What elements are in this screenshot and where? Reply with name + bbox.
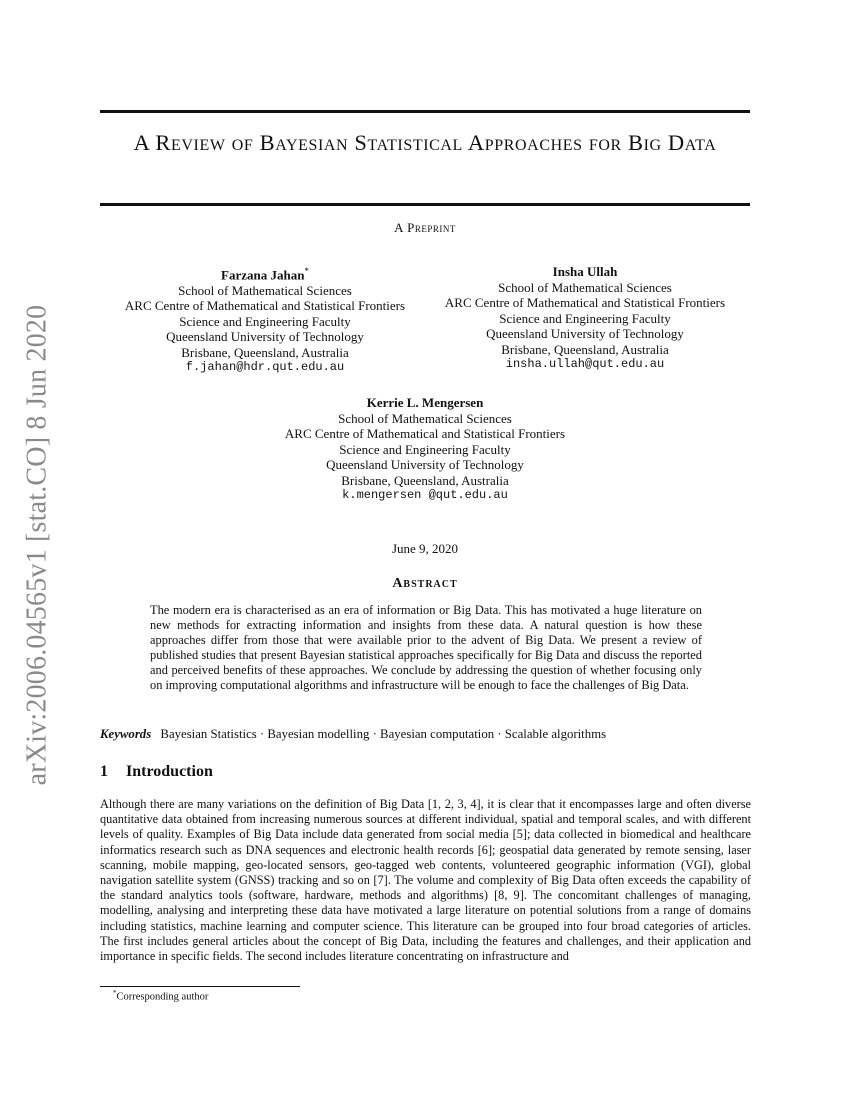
arxiv-identifier-stamp bbox=[20, 295, 54, 795]
affiliation-line: Science and Engineering Faculty bbox=[339, 441, 511, 457]
author-name: Kerrie L. Mengersen bbox=[366, 395, 484, 410]
affiliation-line: Brisbane, Queensland, Australia bbox=[181, 344, 349, 360]
footnote-marker: * bbox=[304, 266, 309, 276]
affiliation-line: Science and Engineering Faculty bbox=[499, 310, 671, 326]
footnote-rule bbox=[100, 986, 300, 987]
author-email[interactable]: k.mengersen @qut.edu.au bbox=[342, 488, 508, 502]
author-block bbox=[105, 264, 425, 376]
author-email[interactable]: insha.ullah@qut.edu.au bbox=[505, 357, 665, 371]
keywords-label: Keywords bbox=[100, 727, 152, 741]
author-name: Insha Ullah bbox=[552, 264, 618, 279]
introduction-text: Although there are many variations on the definition of Big Data [1, 2, 3, 4], it is clear that it encompasses large and often diverse quantitative data obtained from increasing numerous sources at different individual, spatial and temporal scales, and with different levels of quality. Examples of Big Data include data generated from social media [5]; data collected in biomedical and healthcare informatics research such as DNA sequences and electronic health records [6]; geospatial data generated by remote sensing, laser scanning, mobile mapping, geo-located sensors, geo-tagged web contents, volunteered geographic information (VGI), global navigation satellite system (GNSS) tracking and so on [7]. The volume and complexity of Big Data often exceeds the capability of the standard analytics tools (software, hardware, methods and algorithms) [8, 9]. The concomitant challenges of managing, modelling, analysing and interpreting these data have motivated a large literature on potential solutions from a range of domains including statistics, machine learning and computer science. This literature can be grouped into four broad categories of articles. The first includes general articles about the concept of Big Data, including the features and challenges, and their application and importance in specific fields. The second includes literature concentrating on infrastructure and bbox=[100, 797, 751, 964]
section-title: Introduction bbox=[126, 763, 213, 780]
affiliation-line: Brisbane, Queensland, Australia bbox=[501, 341, 669, 357]
affiliation-line: Science and Engineering Faculty bbox=[179, 313, 351, 329]
footnote bbox=[113, 989, 208, 1003]
affiliation-line: School of Mathematical Sciences bbox=[338, 410, 512, 426]
author-block bbox=[430, 264, 740, 373]
affiliation-line: Queensland University of Technology bbox=[166, 329, 364, 345]
abstract-heading: Abstract bbox=[392, 576, 458, 591]
publication-date: June 9, 2020 bbox=[391, 541, 459, 556]
affiliation-line: School of Mathematical Sciences bbox=[178, 282, 352, 298]
affiliation-line: Brisbane, Queensland, Australia bbox=[341, 472, 509, 488]
section-number: 1 bbox=[100, 763, 108, 780]
affiliation-line: ARC Centre of Mathematical and Statistical Frontiers bbox=[124, 298, 406, 314]
affiliation-line: Queensland University of Technology bbox=[326, 457, 524, 472]
keywords-line bbox=[100, 727, 750, 742]
preprint-label: A Preprint bbox=[394, 220, 456, 235]
author-block bbox=[265, 395, 585, 504]
affiliation-line: ARC Centre of Mathematical and Statistical Frontiers bbox=[284, 426, 566, 441]
affiliation-line: Queensland University of Technology bbox=[486, 326, 684, 341]
author-name: Farzana Jahan* bbox=[221, 266, 309, 283]
title-top-rule bbox=[100, 110, 750, 113]
title-bottom-rule bbox=[100, 203, 750, 206]
affiliation-line: ARC Centre of Mathematical and Statistical Frontiers bbox=[444, 295, 726, 310]
affiliation-line: School of Mathematical Sciences bbox=[498, 279, 672, 295]
author-email[interactable]: f.jahan@hdr.qut.edu.au bbox=[185, 360, 345, 375]
keywords-list: Bayesian Statistics · Bayesian modelling · Bayesian computation · Scalable algorithms bbox=[160, 727, 607, 741]
arxiv-identifier-text: arXiv:2006.04565v1 [stat.CO] 8 Jun 2020 bbox=[21, 304, 52, 786]
abstract-text: The modern era is characterised as an era of information or Big Data. This has motivated a huge literature on new methods for extracting information and insights from these data. A natural question is how these approaches differ from those that were available prior to the advent of Big Data. We present a review of published studies that present Bayesian statistical approaches specifically for Big Data and discuss the reported and perceived benefits of these approaches. We conclude by addressing the question of whether focusing only on improving computational algorithms and infrastructure will be enough to face the challenges of Big Data. bbox=[150, 603, 702, 693]
footnote-text: Corresponding author bbox=[116, 991, 209, 1003]
section-heading bbox=[100, 763, 213, 781]
footnote-marker: * bbox=[113, 989, 117, 997]
paper-title: A Review of Bayesian Statistical Approaches for Big Data bbox=[133, 130, 717, 155]
